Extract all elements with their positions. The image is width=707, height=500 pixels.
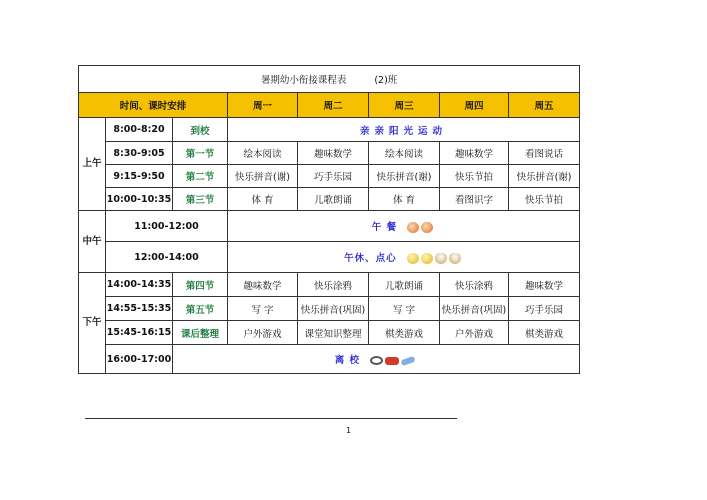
leave-icons (370, 355, 417, 366)
slot-cell: 到校 (173, 118, 228, 142)
footer-divider (85, 418, 457, 419)
time-cell: 10:00-10:35 (106, 188, 173, 211)
table-row (79, 345, 580, 374)
schedule-table (78, 65, 580, 374)
activity-cell: 绘本阅读 (369, 142, 440, 165)
period-morning: 上午 (79, 118, 106, 211)
bowl-icon (435, 253, 447, 264)
activity-cell: 看图识字 (440, 188, 509, 211)
table-row (79, 188, 580, 211)
table-row (79, 211, 580, 242)
activity-cell: 快乐涂鸦 (440, 273, 509, 297)
teacup-icon (407, 222, 419, 233)
header-tuesday: 周二 (298, 93, 369, 118)
header-friday: 周五 (509, 93, 580, 118)
slot-cell: 第五节 (173, 297, 228, 321)
bicycle-icon (370, 356, 383, 365)
slot-cell: 课后整理 (173, 321, 228, 345)
rest-label: 午休、点心 (344, 253, 397, 264)
time-cell: 14:55-15:35 (106, 297, 173, 321)
activity-cell: 写 字 (369, 297, 440, 321)
header-row (79, 93, 580, 118)
period-afternoon: 下午 (79, 273, 106, 374)
merged-activity-rest (228, 242, 580, 273)
header-wednesday: 周三 (369, 93, 440, 118)
table-row (79, 297, 580, 321)
activity-cell: 快乐节拍 (509, 188, 580, 211)
activity-cell: 儿歌朗诵 (298, 188, 369, 211)
bowl-icon (449, 253, 461, 264)
merged-activity: 亲亲阳光运动 (228, 118, 580, 142)
slot-cell: 第二节 (173, 165, 228, 188)
table-row (79, 273, 580, 297)
activity-cell: 快乐拼音(巩固) (298, 297, 369, 321)
activity-cell: 看图说话 (509, 142, 580, 165)
time-cell: 12:00-14:00 (106, 242, 228, 273)
activity-cell: 快乐涂鸦 (298, 273, 369, 297)
merged-activity-leave (173, 345, 580, 374)
activity-cell: 体 育 (369, 188, 440, 211)
time-cell: 8:30-9:05 (106, 142, 173, 165)
slot-cell: 第四节 (173, 273, 228, 297)
table-title (79, 66, 580, 93)
table-row (79, 142, 580, 165)
title-class: (2)班 (374, 75, 398, 86)
car-icon (385, 357, 399, 365)
table-row (79, 321, 580, 345)
merged-activity-lunch (228, 211, 580, 242)
slot-cell: 第一节 (173, 142, 228, 165)
activity-cell: 快乐拼音(巩固) (440, 297, 509, 321)
header-time: 时间、课时安排 (79, 93, 228, 118)
header-thursday: 周四 (440, 93, 509, 118)
activity-cell: 趣味数学 (298, 142, 369, 165)
activity-cell: 趣味数学 (228, 273, 298, 297)
activity-cell: 快乐拼音(谢) (228, 165, 298, 188)
table-row (79, 242, 580, 273)
period-noon: 中午 (79, 211, 106, 273)
activity-cell: 趣味数学 (440, 142, 509, 165)
activity-cell: 课堂知识整理 (298, 321, 369, 345)
activity-cell: 巧手乐园 (509, 297, 580, 321)
smiley-icon (407, 253, 419, 264)
activity-cell: 快乐拼音(谢) (369, 165, 440, 188)
activity-cell: 棋类游戏 (369, 321, 440, 345)
slot-cell: 第三节 (173, 188, 228, 211)
table-row (79, 118, 580, 142)
smiley-icon (421, 253, 433, 264)
time-cell: 11:00-12:00 (106, 211, 228, 242)
activity-cell: 儿歌朗诵 (369, 273, 440, 297)
activity-cell: 巧手乐园 (298, 165, 369, 188)
time-cell: 8:00-8:20 (106, 118, 173, 142)
page-number: 1 (346, 426, 352, 435)
leave-label: 离 校 (334, 355, 361, 366)
airplane-icon (401, 355, 416, 365)
lunch-label: 午 餐 (371, 222, 398, 233)
time-cell: 16:00-17:00 (106, 345, 173, 374)
lunch-icons (407, 222, 435, 233)
table-row (79, 165, 580, 188)
activity-cell: 快乐拼音(谢) (509, 165, 580, 188)
activity-cell: 写 字 (228, 297, 298, 321)
activity-cell: 户外游戏 (440, 321, 509, 345)
activity-cell: 体 育 (228, 188, 298, 211)
activity-cell: 户外游戏 (228, 321, 298, 345)
activity-cell: 趣味数学 (509, 273, 580, 297)
time-cell: 15:45-16:15 (106, 321, 173, 345)
time-cell: 14:00-14:35 (106, 273, 173, 297)
activity-cell: 快乐节拍 (440, 165, 509, 188)
teacup-icon (421, 222, 433, 233)
activity-cell: 绘本阅读 (228, 142, 298, 165)
activity-cell: 棋类游戏 (509, 321, 580, 345)
time-cell: 9:15-9:50 (106, 165, 173, 188)
title-main: 暑期幼小衔接课程表 (260, 75, 347, 86)
rest-icons (407, 253, 463, 264)
header-monday: 周一 (228, 93, 298, 118)
